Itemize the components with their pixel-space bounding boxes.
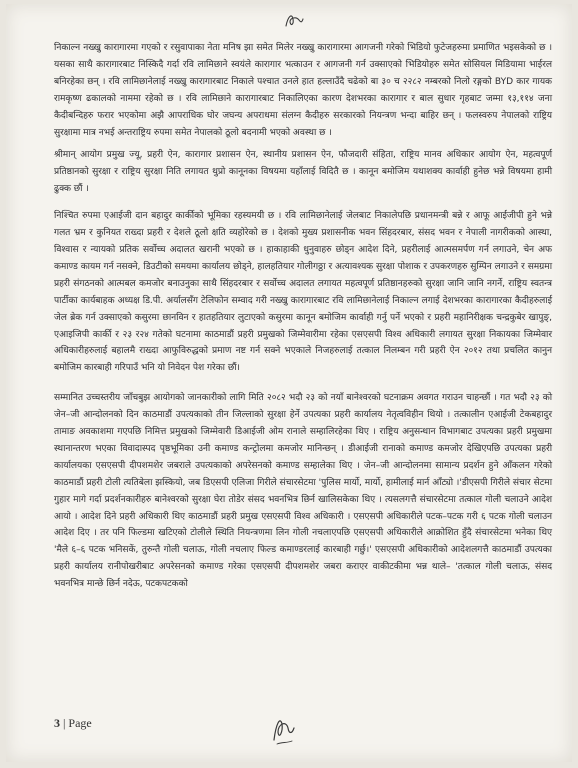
initial-signature-bottom (268, 710, 298, 750)
paragraph: निकाल्न नख्खु कारागारमा गएको र रसुवापाका नेता मनिष झा समेत मिलेर नख्खु कारागारमा आगजनी गरेको भिडियो फुटेजहरुमा प्रमाणित भइसकेको छ । यसका साथै कारागारबाट निस्किदै गर्दा रवि लामिछाने स्वयंले कारागार भत्काउन र आगजनी गर्न उक्साएको भिडियोहरु समेत सोसियल मिडियामा भाईरल बनिरहेका छन् । रवि लामिछानेलाई नख्खु कारागारबाट निकाले पश्चात उनले हात हल्लाउँदै चढेको बा ३० च २२८२ नम्बरको निलो रङ्गको BYD कार गायक रामकृष्ण ढकालको नाममा रहेको छ । रवि लामिछाने कारागारबाट निकालिएका कारण देशभरका कारागार र बाल सुधार गृहबाट जम्मा १३,११४ जना कैदीबन्दिहरु फरार भएकोमा अझै आपराधिक घोर जघन्य अपराधमा संलग्न कैदीहरु सरकारको नियन्त्रण भन्दा बाहिर छन् । फलस्वरुप नेपालको राष्ट्रिय सुरक्षामा मात्र नभई अन्तराष्ट्रिय रुपमा समेत नेपालको ठूलो बदनामी भएको अवस्था छ । (54, 43, 552, 138)
paragraph: श्रीमान् आयोग प्रमुख ज्यू, प्रहरी ऐन, कारागार प्रशासन ऐन, स्थानीय प्रशासन ऐन, फौजदारी संहिता, राष्ट्रिय मानव अधिकार आयोग ऐन, महत्वपूर्ण प्रतिष्ठानको सुरक्षा र राष्ट्रिय सुरक्षा निति लगायत थुप्रो कानूनका विषयमा यहाँलाई विदितै छ । कानून बमोजिम यथाशक्य कार्वाही हुनेछ भन्ने विषयमा हामी ढुक्क छौं । (54, 150, 552, 195)
initial-signature-top (282, 10, 306, 32)
paragraph: निश्चित रुपमा एआईजी दान बहादुर कार्कीको भूमिका रहस्यमयी छ । रवि लामिछानेलाई जेलबाट निकालेपछि प्रधानमन्त्री बन्ने र आफू आईजीपी हुने भन्ने गलत भ्रम र कुनियत राख्दा प्रहरी र देशले ठूलो क्षति व्यहोरेको छ । देशको मुख्य प्रशासनीक भवन सिंहदरबार, संसद भवन र नेपाली नागरीकको आस्था, विश्वास र न्यायको प्रतिक सर्वोच्च अदालत खरानी भएको छ । हाकाहाकी धुनुवाहरु छोड्न आदेश दिने, प्रहरीलाई आत्मसमर्पण गर्न लगाउने, चेन अफ कमाण्ड कायम गर्न नसक्ने, डिउटीको समयमा कार्यालय छोड्ने, हालहतियार गोलीगठ्ठा र अत्यावश्यक सुरक्षा पोशाक र उपकरणहरु सुम्पिन लगाउने र समग्रमा प्रहरी संगठनको आत्मबल कमजोर बनाउनुका साथै सिंहदरबार र सर्वोच्च अदालत लगायत महत्वपूर्ण प्रतिष्ठानहरुको सुरक्षा जानि जानि नगर्ने, राष्ट्रिय स्वतन्त्र पार्टीका कार्यबाहक अध्यक्ष डि.पी. अर्यालसँग टेलिफोन सम्वाद गरी नख्खु कारागारबाट रवि लामिछानेलाई निकाल्न लगाई देशभरका कारागारका कैदीहरुलाई जेल ब्रेक गर्न उक्साएको कसुरमा छानविन र हातहतियार लुटाएको कसुरमा कानून बमोजिम कार्वाही गर्नु पर्ने भएको र प्रहरी महानिरीक्षक चन्द्रकुबेर खापुङ्, एआइजिपी कार्की र २३ र२४ गतेको घटनामा काठमाडौं प्रहरी प्रमुखको जिम्मेवारीमा रहेका एसएसपी विश्व अधिकारी लगायत सुरक्षा निकायका जिम्मेवार अधिकारीहरुलाई बहालमै राख्दा आफुविरुद्धको प्रमाण नष्ट गर्न सक्ने भएकाले निजहरुलाई तत्काल निलम्बन गरी प्रहरी ऐन २०१२ तथा प्रचलित कानुन बमोजिम कारबाही गरिपाउँ भनि यो निवेदन पेश गरेका छौं। (54, 211, 552, 374)
paragraph: सम्मानित उच्चस्तरीय जाँचबुझ आयोगको जानकारीको लागि मिति २०८२ भदौ २३ को नयाँ बानेश्वरको घटनाक्रम अवगत गराउन चाहन्छौं । गत भदौ २३ को जेन–जी आन्दोलनको दिन काठमाडौं उपत्यकाको तीन जिल्लाको सुरक्षा हेर्ने उपत्यका प्रहरी कार्यालय नेतृत्वविहीन थियो । तत्कालीन एआईजी टेकबहादुर तामाङ अवकाशमा गएपछि निमित्त प्रमुखको जिम्मेवारी डिआईजी ओम रानाले सम्हालिरहेका थिए । राष्ट्रिय अनुसन्धान विभागबाट उपत्यका प्रहरी प्रमुखमा स्थानान्तरण भएका विवादास्पद पृष्ठभूमिका उनी कमाण्ड कन्ट्रोलमा कमजोर मानिन्छन् । डीआईजी रानाको कमाण्ड कमजोर देखिएपछि उपत्यका प्रहरी कार्यालयका एसएसपी दीपशमशेर जबराले उपत्यकाको अपरेसनको कमाण्ड सम्हालेका थिए । जेन–जी आन्दोलनमा सामान्य प्रदर्शन हुने आँकलन गरेको काठमाडौं प्रहरी टोली त्यतिबेला झस्कियो, जब डिएसपी एलिजा गिरीले संचारसेटमा 'पुलिस मार्यो, मार्यो, हामीलाई मार्न आँट्यो ।'डीएसपी गिरीले संचार सेटमा गुहार मागे गर्दा प्रदर्शनकारीहरु बानेश्वरको सुरक्षा घेरा तोडेर संसद भवनभित्र छिर्न खालिसकेका थिए । त्यसलगत्तै संचारसेटमा तत्काल गोली चलाउने आदेश आयो । आदेश दिने प्रहरी अधिकारी थिए काठमाडौं प्रहरी प्रमुख एसएसपी विश्व अधिकारी । एसएसपी अधिकारीले पटक–पटक गरी ६ पटक गोली चलाउन आदेश दिए । तर पनि फिल्डमा खटिएको टोलीले स्थिति नियन्त्रणमा लिन गोली नचलाएपछि एसएसपी अधिकारीले आक्रोशित हुँदै संचारसेटमा भनेका थिए 'मैले ६–६ पटक भनिसकें, तुरुन्तै गोली चलाऊ, गोली नचलाए फिल्ड कमाण्डरलाई कारबाही गर्छु।' एसएसपी अधिकारीको आदेशलगत्तै काठमाडौं उपत्यका प्रहरी कार्यालय रानीपोखरीबाट अपरेसनको कमाण्ड गरेका एसएसपी दीपशमशेर जबरा कराएर वाकीटकीमा भन्न थाले– 'तत्काल गोली चलाऊ, संसद भवनभित्र मान्छे छिर्न नदेऊ, पटकपटकको (54, 393, 552, 590)
page-number: 3 (54, 716, 60, 730)
page-footer (54, 716, 92, 731)
page-label: Page (68, 716, 92, 730)
page-separator: | (63, 716, 66, 730)
document-page (6, 4, 572, 762)
document-body (54, 40, 552, 604)
